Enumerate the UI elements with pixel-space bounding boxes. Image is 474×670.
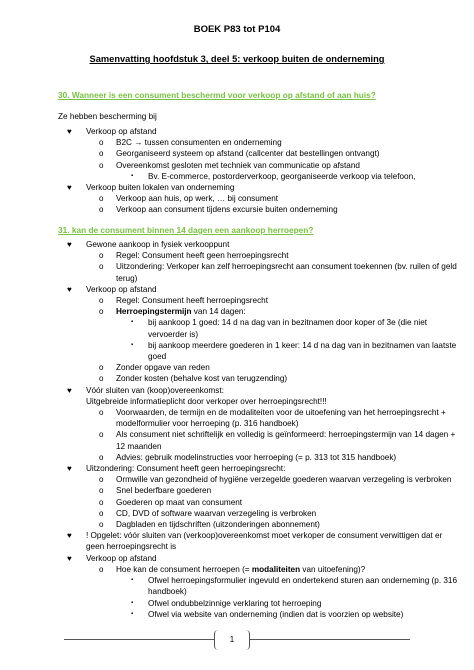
list-item: ▪ Ofwel via website van onderneming (indien dat is voorzien op website) <box>131 609 404 619</box>
list-item: o Hoe kan de consument herroepen (= modaliteiten van uitoefening)? <box>99 564 366 574</box>
circle-bullet-icon: o <box>99 307 104 317</box>
footer-rule-left <box>64 639 214 640</box>
document-title: BOEK P83 tot P104 <box>193 24 281 35</box>
heart-bullet-icon: ♥ <box>67 553 72 563</box>
circle-bullet-icon: o <box>99 486 104 496</box>
list-item-continuation: Uitgebreide informatieplicht door verkoper over herroepingsrecht!!! <box>86 396 327 406</box>
circle-bullet-icon: o <box>99 508 104 518</box>
list-item: ▪ bij aankoop meerdere goederen in 1 keer: 14 d na dag van in bezitnamen van laatste goed <box>131 340 457 362</box>
list-item: o B2C → tussen consumenten en onderneming <box>99 138 282 148</box>
circle-bullet-icon: o <box>99 564 104 574</box>
circle-bullet-icon: o <box>99 452 104 462</box>
circle-bullet-icon: o <box>99 497 104 507</box>
list-item: o Advies: gebruik modelinstructies voor herroeping (= p. 313 tot 315 handboek) <box>99 452 397 462</box>
heart-bullet-icon: ♥ <box>67 240 72 249</box>
question-30-heading: 30. Wanneer is een consument beschermd voor verkoop op afstand of aan huis? <box>58 90 376 100</box>
list-item: ▪ Bv. E-commerce, postorderverkoop, georganiseerde verkoop via telefoon, <box>131 171 416 181</box>
list-item: o CD, DVD of software waarvan verzegeling is verbroken <box>99 508 317 518</box>
list-item: o Verkoop aan huis, op werk, … bij consument <box>99 194 279 204</box>
circle-bullet-icon: o <box>99 408 104 418</box>
list-item: o Voorwaarden, de termijn en de modaliteiten voor de uitoefening van het herroepingsrecht + modelformulier voor herroeping (p. 316 handboek) <box>99 408 446 429</box>
square-bullet-icon: ▪ <box>131 599 134 606</box>
list-item: ♥ Gewone aankoop in fysiek verkooppunt <box>67 240 230 249</box>
list-item: ▪ Ofwel herroepingsformulier ingevuld en ondertekend sturen aan onderneming (p. 316 handboek) <box>131 576 458 597</box>
list-item: ♥ ! Opgelet: vóór sluiten van (verkoop)overeenkomst moet verkoper de consument verwittigen dat er geen herroepingsrecht is <box>67 531 443 552</box>
circle-bullet-icon: o <box>99 194 104 204</box>
circle-bullet-icon: o <box>99 363 104 373</box>
circle-bullet-icon: o <box>99 138 104 148</box>
list-item: o Overeenkomst gesloten met techniek van communicatie op afstand <box>99 160 360 170</box>
list-item: ♥ Verkoop op afstand <box>67 553 157 563</box>
list-item: o Ormwille van gezondheid of hygiëne verzegelde goederen waarvan verzegeling is verbroken <box>99 475 452 485</box>
heart-bullet-icon: ♥ <box>67 385 72 395</box>
circle-bullet-icon: o <box>99 205 104 215</box>
square-bullet-icon: ▪ <box>131 577 134 584</box>
circle-bullet-icon: o <box>99 374 104 384</box>
circle-bullet-icon: o <box>99 251 104 261</box>
square-bullet-icon: ▪ <box>131 319 134 326</box>
circle-bullet-icon: o <box>99 149 104 159</box>
circle-bullet-icon: o <box>99 520 104 530</box>
question-30-intro: Ze hebben bescherming bij <box>58 112 157 121</box>
question-30-list <box>58 126 462 216</box>
circle-bullet-icon: o <box>99 262 104 272</box>
heart-bullet-icon: ♥ <box>67 284 72 294</box>
list-item: o Goederen op maat van consument <box>99 497 243 507</box>
square-bullet-icon: ▪ <box>131 610 134 617</box>
heart-bullet-icon: ♥ <box>67 531 72 541</box>
list-item: o Regel: Consument heeft geen herroepingsrecht <box>99 251 289 261</box>
list-item: ▪ Ofwel ondubbelzinnige verklaring tot herroeping <box>131 598 322 608</box>
list-item: ♥ Verkoop buiten lokalen van onderneming <box>67 183 235 193</box>
heart-bullet-icon: ♥ <box>67 183 72 193</box>
circle-bullet-icon: o <box>99 430 104 440</box>
list-item: ▪ bij aankoop 1 goed: 14 d na dag van in bezitnamen door koper of 3e (die niet vervoerder is) <box>131 318 428 339</box>
circle-bullet-icon: o <box>99 475 104 485</box>
list-item: o Verkoop aan consument tijdens excursie buiten onderneming <box>99 205 338 215</box>
list-item: o Georganiseerd systeem op afstand (callcenter dat bestellingen ontvangt) <box>99 149 380 159</box>
page-number: 1 <box>229 635 235 644</box>
list-item: o Dagbladen en tijdschriften (uitzonderingen abonnement) <box>99 520 320 530</box>
list-item: ♥ Verkoop op afstand <box>67 127 157 136</box>
circle-bullet-icon: o <box>99 296 104 306</box>
list-item: o Zonder kosten (behalve kost van terugzending) <box>99 374 288 384</box>
heart-bullet-icon: ♥ <box>67 127 72 136</box>
list-item: o Uitzondering: Verkoper kan zelf herroepingsrecht aan consument toekennen (bv. ruilen of geld terug) <box>99 262 457 283</box>
list-item: o Herroepingstermijn van 14 dagen: <box>99 307 246 317</box>
list-item: o Zonder opgave van reden <box>99 363 210 373</box>
list-item: ♥ Verkoop op afstand <box>67 284 157 294</box>
list-item: o Snel bederfbare goederen <box>99 486 212 496</box>
list-item: o Als consument niet schriftelijk en volledig is geïnformeerd: herroepingstermijn van 14 dagen + 12 maanden <box>99 430 456 451</box>
square-bullet-icon: ▪ <box>131 172 134 179</box>
list-item: o Regel: Consument heeft herroepingsrecht <box>99 296 269 306</box>
document-subtitle: Samenvatting hoofdstuk 3, deel 5: verkoop buiten de onderneming <box>89 54 385 64</box>
question-31-heading: 31. kan de consument binnen 14 dagen een aankoop herroepen? <box>58 225 314 235</box>
question-31-list <box>58 239 462 620</box>
list-item: ♥ Vóór sluiten van (koop)overeenkomst: <box>67 385 224 395</box>
list-item: ♥ Uitzondering: Consument heeft geen herroepingsrecht: <box>67 464 286 474</box>
footer-rule-right <box>250 639 410 640</box>
circle-bullet-icon: o <box>99 160 104 170</box>
heart-bullet-icon: ♥ <box>67 464 72 474</box>
square-bullet-icon: ▪ <box>131 341 134 348</box>
